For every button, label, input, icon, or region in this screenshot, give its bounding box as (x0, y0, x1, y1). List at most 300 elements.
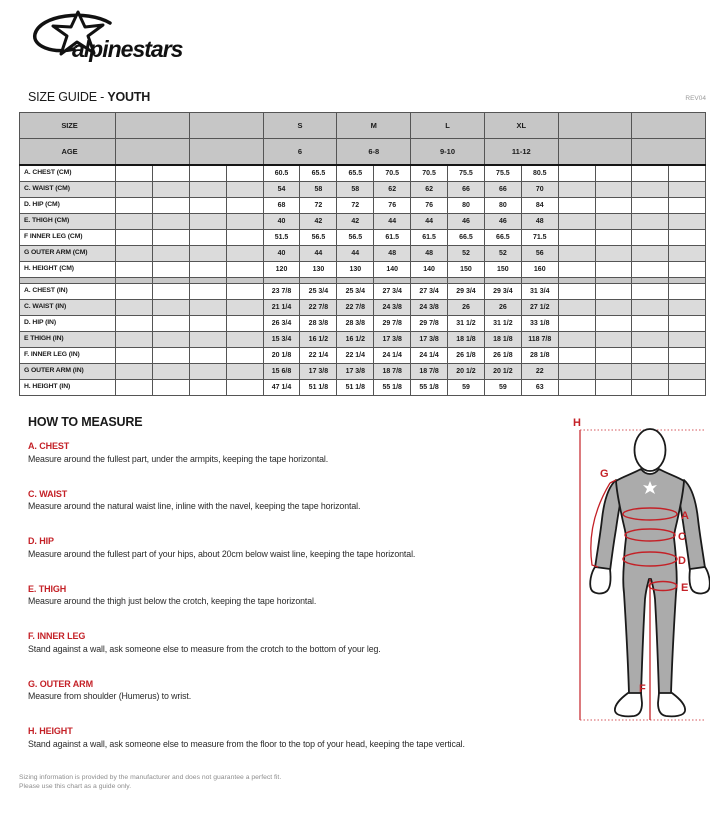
measure-item-text: Measure around the natural waist line, inline with the navel, keeping the tape horizontal. (28, 501, 361, 511)
measure-item-label: F. INNER LEG (28, 631, 86, 641)
value-cell: 48 (411, 246, 448, 262)
value-cell: 44 (337, 246, 374, 262)
diagram-label-outer-arm: G (600, 468, 609, 480)
value-cell: 72 (300, 198, 337, 214)
empty-cell (632, 246, 669, 262)
value-cell: 42 (300, 214, 337, 230)
age-cell: 9-10 (411, 139, 485, 166)
value-cell: 60.5 (263, 165, 300, 182)
empty-cell (152, 332, 189, 348)
value-cell: 51.5 (263, 230, 300, 246)
empty-cell (226, 364, 263, 380)
empty-cell (669, 300, 706, 316)
empty-cell (226, 230, 263, 246)
measure-item-chest (28, 441, 558, 464)
empty-cell (669, 262, 706, 278)
empty-cell (226, 284, 263, 300)
value-cell: 24 1/4 (374, 348, 411, 364)
empty-cell (189, 300, 226, 316)
size-table (19, 112, 706, 396)
value-cell: 46 (448, 214, 485, 230)
empty-cell (669, 380, 706, 396)
value-cell: 17 3/8 (374, 332, 411, 348)
value-cell: 54 (263, 182, 300, 198)
size-col-header: L (411, 113, 485, 139)
empty-cell (226, 198, 263, 214)
disclaimer-line1: Sizing information is provided by the manufacturer and does not guarantee a perfect fit. (19, 774, 282, 781)
value-cell: 26 (484, 300, 521, 316)
empty-cell (226, 214, 263, 230)
value-cell: 63 (521, 380, 558, 396)
empty-cell (116, 230, 153, 246)
empty-cell (116, 300, 153, 316)
measure-item-label: E. THIGH (28, 583, 67, 594)
empty-cell (116, 348, 153, 364)
measure-item-outer-arm (28, 679, 558, 702)
measure-item-label: A. CHEST (28, 441, 70, 451)
page-title (28, 90, 150, 104)
empty-cell (152, 246, 189, 262)
measurement-row-in (20, 300, 706, 316)
row-label: D. HIP (CM) (20, 198, 116, 214)
empty-cell (669, 348, 706, 364)
value-cell: 48 (521, 214, 558, 230)
empty-cell (558, 214, 595, 230)
empty-cell (189, 316, 226, 332)
row-label: E THIGH (IN) (20, 332, 116, 348)
value-cell: 59 (484, 380, 521, 396)
empty-cell (152, 380, 189, 396)
empty-cell (226, 246, 263, 262)
value-cell: 33 1/8 (521, 316, 558, 332)
empty-cell (595, 214, 632, 230)
empty-header-cell (632, 113, 706, 139)
empty-cell (595, 165, 632, 182)
measure-item-text: Stand against a wall, ask someone else to measure from the crotch to the bottom of your leg. (28, 643, 381, 654)
row-label: F. INNER LEG (IN) (20, 348, 116, 364)
measurement-row-in (20, 332, 706, 348)
age-header-row (20, 139, 706, 166)
value-cell: 58 (300, 182, 337, 198)
row-label: A. CHEST (CM) (20, 165, 116, 182)
measurement-row-in (20, 380, 706, 396)
row-label: E. THIGH (CM) (20, 214, 116, 230)
value-cell: 17 3/8 (411, 332, 448, 348)
value-cell: 62 (374, 182, 411, 198)
right-hand (689, 567, 709, 593)
empty-cell (669, 364, 706, 380)
empty-header-cell (116, 139, 190, 166)
empty-cell (595, 284, 632, 300)
measure-instructions (28, 441, 558, 774)
diagram-label-chest: A (681, 510, 689, 522)
measurement-row-cm (20, 198, 706, 214)
measure-item-height (28, 726, 558, 749)
value-cell: 76 (374, 198, 411, 214)
value-cell: 21 1/4 (263, 300, 300, 316)
value-cell: 70.5 (374, 165, 411, 182)
empty-cell (152, 165, 189, 182)
value-cell: 118 7/8 (521, 332, 558, 348)
value-cell: 120 (263, 262, 300, 278)
empty-cell (669, 230, 706, 246)
value-cell: 52 (484, 246, 521, 262)
empty-cell (595, 364, 632, 380)
measure-item-thigh (28, 584, 558, 607)
empty-cell (189, 364, 226, 380)
value-cell: 62 (411, 182, 448, 198)
empty-cell (116, 246, 153, 262)
empty-cell (632, 214, 669, 230)
measurement-row-cm (20, 246, 706, 262)
row-label: C. WAIST (CM) (20, 182, 116, 198)
empty-header-cell (189, 113, 263, 139)
row-label: C. WAIST (IN) (20, 300, 116, 316)
value-cell: 47 1/4 (263, 380, 300, 396)
value-cell: 150 (448, 262, 485, 278)
value-cell: 72 (337, 198, 374, 214)
empty-cell (152, 348, 189, 364)
value-cell: 75.5 (448, 165, 485, 182)
empty-cell (558, 284, 595, 300)
value-cell: 28 3/8 (337, 316, 374, 332)
value-cell: 25 3/4 (300, 284, 337, 300)
value-cell: 160 (521, 262, 558, 278)
empty-cell (632, 316, 669, 332)
empty-cell (558, 230, 595, 246)
empty-cell (558, 316, 595, 332)
value-cell: 65.5 (337, 165, 374, 182)
row-label: A. CHEST (IN) (20, 284, 116, 300)
value-cell: 65.5 (300, 165, 337, 182)
measurement-row-cm (20, 214, 706, 230)
empty-cell (632, 262, 669, 278)
value-cell: 31 3/4 (521, 284, 558, 300)
value-cell: 26 (448, 300, 485, 316)
diagram-label-inner-leg: F (639, 683, 646, 695)
value-cell: 58 (337, 182, 374, 198)
empty-cell (226, 165, 263, 182)
value-cell: 31 1/2 (484, 316, 521, 332)
size-row-label: SIZE (20, 113, 116, 139)
empty-cell (632, 332, 669, 348)
empty-cell (226, 300, 263, 316)
empty-cell (189, 284, 226, 300)
empty-cell (116, 262, 153, 278)
right-foot (658, 693, 685, 716)
value-cell: 61.5 (374, 230, 411, 246)
value-cell: 22 (521, 364, 558, 380)
measurement-row-in (20, 284, 706, 300)
empty-cell (632, 300, 669, 316)
diagram-label-height: H (573, 417, 581, 429)
value-cell: 27 1/2 (521, 300, 558, 316)
measurement-row-in (20, 316, 706, 332)
empty-cell (669, 165, 706, 182)
value-cell: 66.5 (448, 230, 485, 246)
empty-cell (189, 182, 226, 198)
empty-cell (595, 246, 632, 262)
row-label: G OUTER ARM (CM) (20, 246, 116, 262)
empty-cell (116, 214, 153, 230)
measure-item-label: D. HIP (28, 536, 54, 546)
value-cell: 28 1/8 (521, 348, 558, 364)
measure-item-text: Measure around the fullest part, under the armpits, keeping the tape horizontal. (28, 453, 329, 464)
value-cell: 48 (374, 246, 411, 262)
empty-cell (189, 214, 226, 230)
value-cell: 61.5 (411, 230, 448, 246)
measurement-row-cm (20, 182, 706, 198)
value-cell: 44 (300, 246, 337, 262)
value-cell: 51 1/8 (337, 380, 374, 396)
empty-cell (558, 165, 595, 182)
page-title-prefix: SIZE GUIDE - (28, 90, 108, 104)
empty-cell (189, 332, 226, 348)
empty-cell (632, 380, 669, 396)
measure-item-waist (28, 489, 558, 512)
empty-cell (152, 284, 189, 300)
value-cell: 29 7/8 (374, 316, 411, 332)
empty-header-cell (558, 113, 632, 139)
value-cell: 20 1/2 (448, 364, 485, 380)
empty-cell (558, 348, 595, 364)
empty-cell (595, 300, 632, 316)
value-cell: 70.5 (411, 165, 448, 182)
size-col-header: M (337, 113, 411, 139)
value-cell: 20 1/8 (263, 348, 300, 364)
value-cell: 75.5 (484, 165, 521, 182)
empty-cell (558, 332, 595, 348)
empty-header-cell (632, 139, 706, 166)
disclaimer-line2: Please use this chart as a guide only. (19, 782, 132, 790)
value-cell: 24 1/4 (411, 348, 448, 364)
value-cell: 40 (263, 246, 300, 262)
value-cell: 76 (411, 198, 448, 214)
value-cell: 150 (484, 262, 521, 278)
empty-cell (116, 364, 153, 380)
empty-cell (226, 332, 263, 348)
empty-cell (226, 380, 263, 396)
measure-item-inner-leg (28, 631, 558, 654)
value-cell: 80 (484, 198, 521, 214)
empty-header-cell (558, 139, 632, 166)
measure-item-text: Stand against a wall, ask someone else to measure from the floor to the top of your head, keeping the tape vertical. (28, 738, 465, 749)
logo-text: alpinestars (72, 36, 183, 62)
value-cell: 56 (521, 246, 558, 262)
measurement-row-in (20, 364, 706, 380)
value-cell: 18 7/8 (374, 364, 411, 380)
empty-cell (152, 182, 189, 198)
empty-header-cell (116, 113, 190, 139)
value-cell: 140 (411, 262, 448, 278)
row-label: G OUTER ARM (IN) (20, 364, 116, 380)
empty-cell (632, 182, 669, 198)
measurement-row-cm (20, 230, 706, 246)
value-cell: 17 3/8 (337, 364, 374, 380)
empty-cell (558, 198, 595, 214)
size-header-row (20, 113, 706, 139)
disclaimer (19, 774, 281, 791)
empty-cell (189, 165, 226, 182)
left-hand (590, 567, 610, 593)
head (635, 429, 666, 471)
revision-label: REV04 (685, 95, 706, 102)
empty-cell (669, 316, 706, 332)
measurement-row-in (20, 348, 706, 364)
measure-item-label: H. HEIGHT (28, 726, 73, 736)
empty-cell (595, 316, 632, 332)
empty-cell (669, 284, 706, 300)
empty-cell (116, 284, 153, 300)
diagram-label-hip: D (678, 555, 686, 567)
empty-cell (669, 214, 706, 230)
empty-cell (152, 316, 189, 332)
value-cell: 140 (374, 262, 411, 278)
measure-item-text: Measure around the thigh just below the crotch, keeping the tape horizontal. (28, 596, 317, 606)
value-cell: 22 1/4 (300, 348, 337, 364)
empty-cell (558, 380, 595, 396)
value-cell: 16 1/2 (300, 332, 337, 348)
empty-cell (595, 230, 632, 246)
how-to-measure-heading: HOW TO MEASURE (28, 415, 143, 429)
value-cell: 51 1/8 (300, 380, 337, 396)
value-cell: 26 1/8 (484, 348, 521, 364)
value-cell: 20 1/2 (484, 364, 521, 380)
empty-cell (189, 262, 226, 278)
measurement-row-cm (20, 165, 706, 182)
empty-cell (558, 246, 595, 262)
empty-cell (595, 262, 632, 278)
empty-cell (189, 246, 226, 262)
value-cell: 80.5 (521, 165, 558, 182)
row-label: H. HEIGHT (CM) (20, 262, 116, 278)
measure-item-text: Measure from shoulder (Humerus) to wrist. (28, 691, 192, 701)
value-cell: 44 (374, 214, 411, 230)
age-cell: 6 (263, 139, 337, 166)
empty-cell (558, 262, 595, 278)
empty-cell (116, 165, 153, 182)
value-cell: 31 1/2 (448, 316, 485, 332)
empty-cell (152, 364, 189, 380)
page-title-category: YOUTH (107, 90, 151, 104)
value-cell: 16 1/2 (337, 332, 374, 348)
measurement-row-cm (20, 262, 706, 278)
empty-cell (152, 230, 189, 246)
age-row-label: AGE (20, 139, 116, 166)
empty-cell (116, 380, 153, 396)
value-cell: 15 6/8 (263, 364, 300, 380)
value-cell: 27 3/4 (374, 284, 411, 300)
empty-cell (152, 214, 189, 230)
value-cell: 29 7/8 (411, 316, 448, 332)
empty-cell (669, 182, 706, 198)
value-cell: 26 1/8 (448, 348, 485, 364)
empty-cell (189, 348, 226, 364)
empty-cell (632, 364, 669, 380)
value-cell: 70 (521, 182, 558, 198)
empty-cell (669, 332, 706, 348)
value-cell: 22 7/8 (337, 300, 374, 316)
empty-cell (189, 198, 226, 214)
value-cell: 52 (448, 246, 485, 262)
value-cell: 15 3/4 (263, 332, 300, 348)
value-cell: 68 (263, 198, 300, 214)
value-cell: 18 7/8 (411, 364, 448, 380)
left-foot (615, 693, 642, 716)
row-label: D. HIP (IN) (20, 316, 116, 332)
value-cell: 71.5 (521, 230, 558, 246)
empty-cell (669, 246, 706, 262)
empty-cell (558, 300, 595, 316)
empty-cell (189, 230, 226, 246)
body-measurement-diagram (558, 413, 710, 725)
empty-cell (558, 364, 595, 380)
empty-cell (632, 165, 669, 182)
empty-cell (595, 380, 632, 396)
empty-cell (632, 198, 669, 214)
diagram-label-waist: C (678, 531, 686, 543)
empty-cell (189, 380, 226, 396)
empty-header-cell (189, 139, 263, 166)
value-cell: 55 1/8 (374, 380, 411, 396)
value-cell: 22 1/4 (337, 348, 374, 364)
value-cell: 17 3/8 (300, 364, 337, 380)
value-cell: 56.5 (337, 230, 374, 246)
value-cell: 130 (337, 262, 374, 278)
value-cell: 84 (521, 198, 558, 214)
measure-item-label: C. WAIST (28, 488, 68, 499)
empty-cell (595, 348, 632, 364)
value-cell: 25 3/4 (337, 284, 374, 300)
value-cell: 23 7/8 (263, 284, 300, 300)
measure-item-label: G. OUTER ARM (28, 678, 93, 689)
value-cell: 66 (448, 182, 485, 198)
age-cell: 6-8 (337, 139, 411, 166)
empty-cell (595, 198, 632, 214)
value-cell: 24 3/8 (374, 300, 411, 316)
age-cell: 11-12 (484, 139, 558, 166)
value-cell: 44 (411, 214, 448, 230)
value-cell: 18 1/8 (448, 332, 485, 348)
empty-cell (669, 198, 706, 214)
value-cell: 55 1/8 (411, 380, 448, 396)
value-cell: 42 (337, 214, 374, 230)
empty-cell (226, 348, 263, 364)
empty-cell (226, 262, 263, 278)
value-cell: 40 (263, 214, 300, 230)
row-label: F INNER LEG (CM) (20, 230, 116, 246)
value-cell: 18 1/8 (484, 332, 521, 348)
measure-item-text: Measure around the fullest part of your hips, about 20cm below waist line, keeping the tape horizontal. (28, 548, 416, 559)
value-cell: 29 3/4 (484, 284, 521, 300)
value-cell: 26 3/4 (263, 316, 300, 332)
value-cell: 24 3/8 (411, 300, 448, 316)
value-cell: 59 (448, 380, 485, 396)
empty-cell (116, 332, 153, 348)
value-cell: 27 3/4 (411, 284, 448, 300)
value-cell: 66 (484, 182, 521, 198)
empty-cell (632, 348, 669, 364)
empty-cell (116, 182, 153, 198)
alpinestars-logo (14, 8, 204, 66)
value-cell: 130 (300, 262, 337, 278)
value-cell: 28 3/8 (300, 316, 337, 332)
empty-cell (558, 182, 595, 198)
empty-cell (116, 198, 153, 214)
empty-cell (595, 332, 632, 348)
value-cell: 56.5 (300, 230, 337, 246)
value-cell: 46 (484, 214, 521, 230)
